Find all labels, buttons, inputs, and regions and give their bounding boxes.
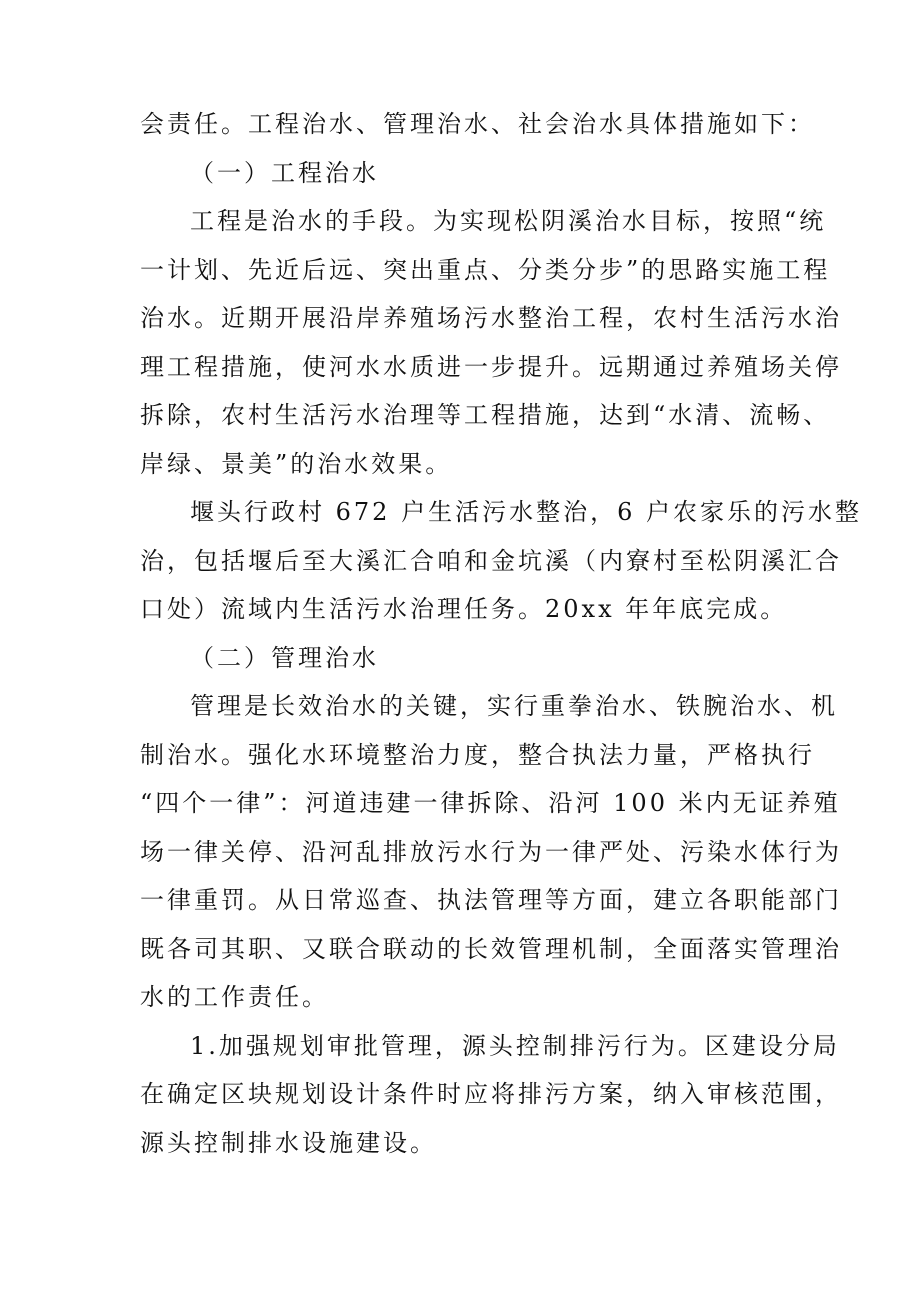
text-line: 水的工作责任。 — [140, 983, 329, 1011]
text-line: 会责任。工程治水、管理治水、社会治水具体措施如下： — [140, 110, 815, 138]
text-line: “四个一律”：河道违建一律拆除、沿河 100 米内无证养殖 — [140, 789, 841, 817]
section-heading-management — [140, 634, 780, 683]
paragraph-planning-approval — [140, 1022, 842, 1168]
text-line: 既各司其职、又联合联动的长效管理机制，全面落实管理治 — [140, 934, 842, 963]
text-line: 拆除，农村生活污水治理等工程措施，达到“水清、流畅、 — [140, 401, 831, 429]
text-line: 场一律关停、沿河乱排放污水行为一律严处、污染水体行为 — [140, 837, 842, 866]
text-line: 一计划、先近后远、突出重点、分类分步”的思路实施工程 — [140, 255, 831, 284]
section-heading-engineering — [140, 149, 780, 198]
text-line: 制治水。强化水环境整治力度，整合执法力量，严格执行 — [140, 740, 815, 769]
paragraph-engineering-goal — [140, 197, 842, 488]
document-body — [140, 100, 862, 1167]
text-line: 在确定区块规划设计条件时应将排污方案，纳入审核范围， — [140, 1080, 842, 1108]
text-line: 治水。近期开展沿岸养殖场污水整治工程，农村生活污水治 — [140, 304, 842, 332]
paragraph-intro — [140, 100, 815, 149]
text-line: 理工程措施，使河水水质进一步提升。远期通过养殖场关停 — [140, 352, 842, 381]
text-line: 堰头行政村 672 户生活污水整治，6 户农家乐的污水整 — [190, 498, 862, 526]
text-line: 岸绿、景美”的治水效果。 — [140, 449, 453, 478]
heading-text: （二）管理治水 — [190, 643, 379, 672]
paragraph-management-key — [140, 682, 842, 1022]
text-line: 口处）流域内生活污水治理任务。20xx 年年底完成。 — [140, 595, 788, 623]
text-line: 工程是治水的手段。为实现松阴溪治水目标，按照“统 — [190, 207, 827, 235]
text-line: 治，包括堰后至大溪汇合咱和金坑溪（内寮村至松阴溪汇合 — [140, 546, 842, 575]
heading-text: （一）工程治水 — [190, 158, 379, 187]
text-line: 管理是长效治水的关键，实行重拳治水、铁腕治水、机 — [190, 692, 838, 720]
text-line: 源头控制排水设施建设。 — [140, 1128, 437, 1157]
text-line: 1.加强规划审批管理，源头控制排污行为。区建设分局 — [190, 1031, 840, 1060]
text-line: 一律重罚。从日常巡查、执法管理等方面，建立各职能部门 — [140, 886, 842, 914]
paragraph-yantou-village — [140, 488, 862, 634]
